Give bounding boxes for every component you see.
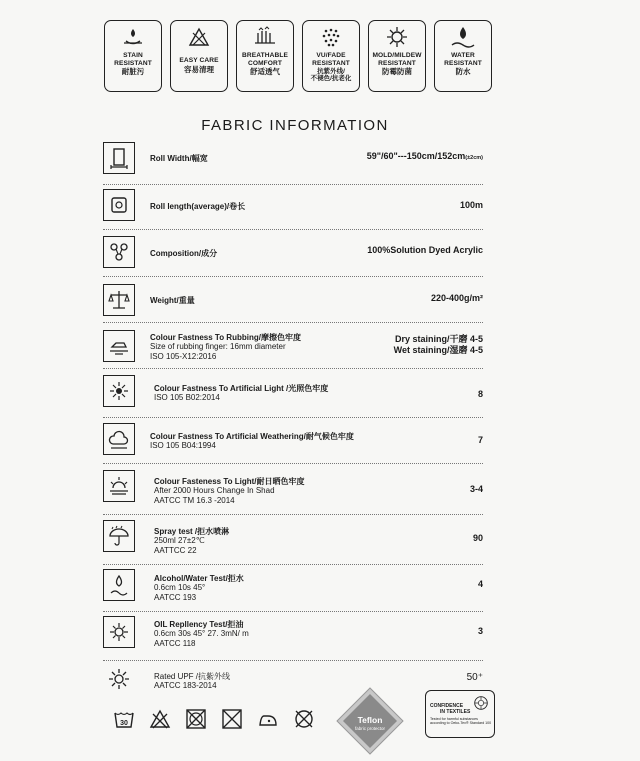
spec-label: Rated UPF /抗紫外线	[154, 672, 231, 681]
spec-label: Colour Fastness To Artificial Weathering/耐气候色牢度	[150, 432, 354, 441]
divider	[103, 276, 483, 277]
spec-sub: Size of rubbing finger: 16mm diameter ISO 105-X12:2016	[150, 342, 286, 361]
spec-value: 8	[477, 389, 483, 399]
spec-value	[367, 151, 483, 164]
roll-width-value: 59"/60"---150cm/152cm	[366, 151, 466, 161]
oeko-line2: IN TEXTILES	[440, 709, 471, 715]
feature-en: MOLD/MILDEW RESISTANT	[372, 52, 422, 67]
care-symbols	[113, 708, 315, 730]
spec-sub: After 2000 Hours Change In Shad AATCC TM 16.3 -2014	[154, 486, 275, 505]
feature-cn: 防霉防菌	[382, 67, 412, 76]
divider	[103, 184, 483, 185]
divider	[103, 417, 483, 418]
easy-care-icon	[184, 25, 214, 49]
feature-en: VU/FADE RESISTANT	[312, 52, 350, 67]
spec-label: Colour Fastness To Rubbing/摩擦色牢度	[150, 333, 301, 342]
iron-low-icon	[257, 708, 279, 730]
feature-en: STAIN RESISTANT	[114, 52, 152, 67]
oeko-line1: CONFIDENCE	[430, 703, 464, 709]
uv-sun-icon	[103, 663, 135, 695]
roll-length-icon	[103, 189, 135, 221]
divider	[103, 463, 483, 464]
spec-sub: ISO 105 B04:1994	[150, 441, 216, 450]
no-dry-clean-icon	[293, 708, 315, 730]
spec-value: 3-4	[469, 484, 483, 494]
oeko-line3: Tested for harmful substances according to Oeko-Tex® Standard 100	[430, 717, 492, 725]
feature-cn: 舒适透气	[250, 67, 280, 76]
spec-label: Spray test /拒水喷淋	[154, 527, 230, 536]
mold-icon	[382, 25, 412, 49]
divider	[103, 368, 483, 369]
feature-uv-fade	[302, 20, 360, 92]
uv-icon	[316, 25, 346, 49]
rubbing-icon	[103, 330, 135, 362]
teflon-tagline: fabric protector	[354, 726, 385, 731]
breathable-icon	[250, 25, 280, 49]
spec-value: 50⁺	[466, 672, 483, 683]
spec-value: 90	[472, 533, 483, 543]
feature-cn: 耐脏污	[121, 67, 145, 76]
composition-icon	[103, 236, 135, 268]
oeko-tex-label	[425, 690, 495, 738]
feature-water-resistant	[434, 20, 492, 92]
spec-sub: 0.6cm 10s 45° AATCC 193	[154, 583, 206, 602]
spec-label: Roll length(average)/卷长	[150, 202, 246, 211]
feature-stain-resistant	[104, 20, 162, 92]
divider	[103, 660, 483, 661]
umbrella-icon	[103, 520, 135, 552]
page-title: FABRIC INFORMATION	[201, 117, 389, 134]
divider	[103, 514, 483, 515]
spec-sub: 0.6cm 30s 45° 27. 3mN/ m AATCC 118	[154, 629, 249, 648]
wash-temp: 30	[120, 720, 128, 727]
divider	[103, 229, 483, 230]
divider	[103, 564, 483, 565]
weight-scale-icon	[103, 284, 135, 316]
weathering-cloud-icon	[103, 423, 135, 455]
feature-breathable	[236, 20, 294, 92]
spec-value: 7	[477, 435, 483, 445]
feature-en: BREATHABLE COMFORT	[242, 52, 288, 67]
feature-mold-mildew	[368, 20, 426, 92]
spec-sub: ISO 105 B02:2014	[154, 393, 220, 402]
no-bleach-icon	[149, 708, 171, 730]
stain-icon	[118, 25, 148, 49]
roll-width-icon	[103, 142, 135, 174]
spec-value: 220-400g/m²	[430, 293, 483, 303]
spec-label: Alcohol/Water Test/拒水	[154, 574, 244, 583]
spec-sub: 250ml 27±2℃ AATTCC 22	[154, 536, 205, 555]
feature-strip	[104, 20, 492, 92]
alcohol-drop-icon	[103, 569, 135, 601]
no-dry-icon	[221, 708, 243, 730]
spec-value: Dry staining/干磨 4-5 Wet staining/湿磨 4-5	[393, 334, 483, 355]
sunlight-icon	[103, 470, 135, 502]
feature-cn: 抗紫外线/ 不褪色/抗老化	[310, 68, 352, 82]
divider	[103, 322, 483, 323]
spec-label: Colour Fastness To Artificial Light /光照色牢度	[154, 384, 329, 393]
spec-label: Weight/重量	[150, 296, 195, 305]
feature-easy-care	[170, 20, 228, 92]
roll-width-tolerance: (±2cm)	[465, 155, 483, 161]
spec-value: 100m	[459, 200, 483, 210]
feature-en: WATER RESISTANT	[444, 52, 482, 67]
spec-sub: AATCC 183-2014	[154, 681, 217, 690]
spec-label: Colour Fasteness To Light/耐日晒色牢度	[154, 477, 305, 486]
teflon-brand: Teflon	[357, 715, 383, 725]
feature-en: EASY CARE	[179, 57, 219, 64]
teflon-logo	[335, 686, 405, 756]
water-icon	[448, 25, 478, 49]
spec-label: Composition/成分	[150, 249, 218, 258]
wash-30-icon	[113, 708, 135, 730]
artificial-light-icon	[103, 375, 135, 407]
feature-cn: 防水	[455, 67, 471, 76]
spec-label: Roll Width/幅宽	[150, 154, 208, 163]
no-tumble-dry-icon	[185, 708, 207, 730]
divider	[103, 611, 483, 612]
spec-value: 3	[477, 626, 483, 636]
spec-label: OIL Repllency Test/拒油	[154, 620, 244, 629]
spec-value: 4	[477, 579, 483, 589]
oeko-flower-icon	[472, 694, 490, 712]
oil-repellency-icon	[103, 616, 135, 648]
feature-cn: 容易清理	[184, 64, 214, 74]
spec-value: 100%Solution Dyed Acrylic	[367, 245, 483, 255]
